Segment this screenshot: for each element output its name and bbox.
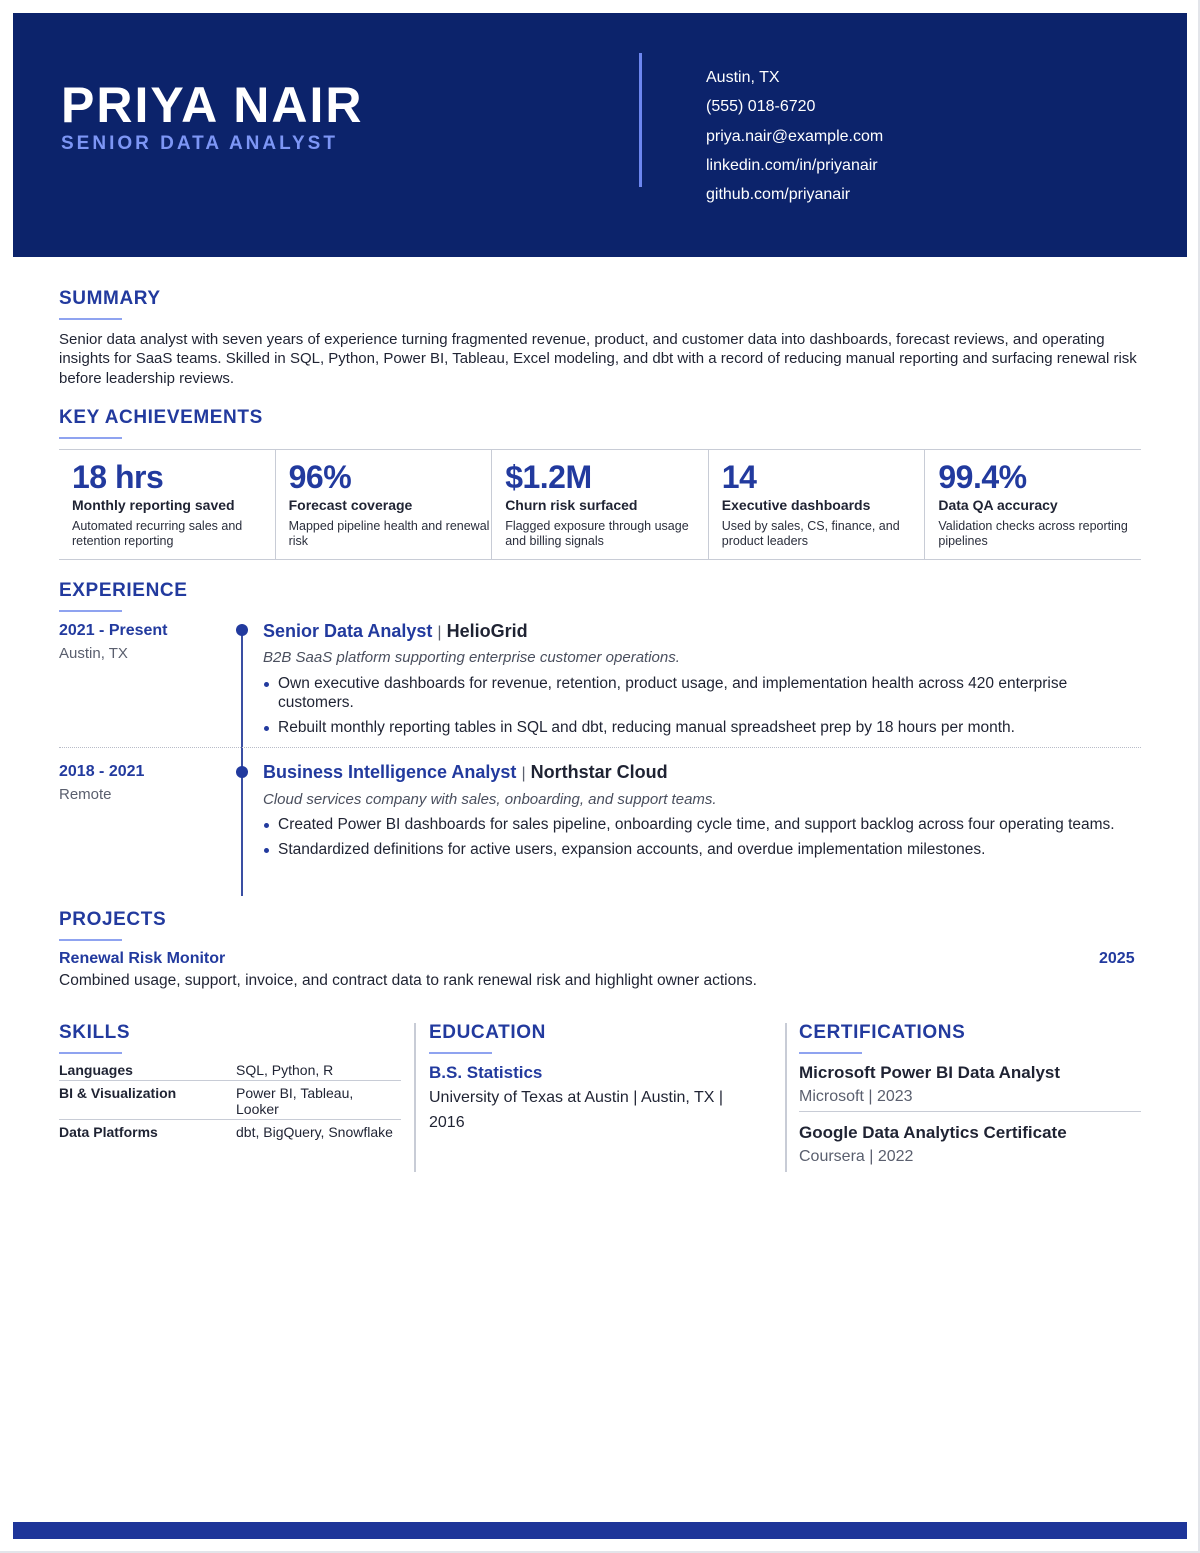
achievement-card	[491, 450, 708, 559]
candidate-title: SENIOR DATA ANALYST	[61, 133, 338, 154]
skill-row	[59, 1062, 401, 1081]
certification-item	[799, 1063, 1141, 1106]
certification-meta: Coursera | 2022	[799, 1148, 914, 1165]
achievement-card	[59, 450, 275, 559]
achievement-label: Data QA accuracy	[938, 497, 1058, 513]
job-location: Austin, TX	[59, 645, 128, 662]
contact-linkedin[interactable]: linkedin.com/in/priyanair	[706, 156, 878, 174]
achievement-desc: Validation checks across reporting pipelines	[938, 519, 1128, 548]
achievements-row	[59, 449, 1141, 560]
certification-name: Google Data Analytics Certificate	[799, 1123, 1067, 1142]
job-company: Northstar Cloud	[530, 762, 668, 782]
candidate-name: PRIYA NAIR	[61, 77, 364, 133]
job-description: B2B SaaS platform supporting enterprise customer operations.	[263, 649, 680, 666]
skills-table	[59, 1062, 401, 1146]
job-heading	[263, 762, 668, 783]
achievement-value: 99.4%	[938, 459, 1027, 495]
header-divider	[639, 53, 642, 187]
job-bullets	[263, 674, 1143, 743]
section-title-summary: SUMMARY	[59, 288, 161, 309]
certification-divider	[799, 1111, 1141, 1112]
achievement-desc: Mapped pipeline health and renewal risk	[288, 519, 490, 548]
certification-item	[799, 1123, 1141, 1166]
timeline-line	[241, 628, 243, 896]
project-description: Combined usage, support, invoice, and contract data to rank renewal risk and highlight owner actions.	[59, 972, 757, 989]
column-divider	[785, 1023, 787, 1172]
achievement-card	[924, 450, 1141, 559]
footer-bar	[13, 1522, 1187, 1539]
timeline-dot	[236, 624, 248, 636]
certification-meta: Microsoft | 2023	[799, 1088, 913, 1105]
contact-github[interactable]: github.com/priyanair	[706, 186, 851, 204]
achievement-label: Forecast coverage	[288, 497, 413, 513]
section-title-achievements: KEY ACHIEVEMENTS	[59, 407, 263, 428]
job-divider	[59, 747, 1141, 748]
certification-name: Microsoft Power BI Data Analyst	[799, 1063, 1061, 1082]
summary-text: Senior data analyst with seven years of experience turning fragmented revenue, product, and customer data into dashboards, forecast reviews, and operating insights for SaaS teams. Skilled in SQL, Python, Power BI, Tableau, Excel modeling, and dbt with a record of reducing manual reporting and surfacing renewal risk before leadership reviews.	[59, 331, 1137, 387]
achievement-desc: Automated recurring sales and retention reporting	[72, 519, 243, 548]
skill-row	[59, 1124, 401, 1142]
skill-value: SQL, Python, R	[236, 1062, 334, 1078]
achievement-value: 14	[721, 459, 757, 495]
achievement-value: $1.2M	[505, 459, 592, 495]
job-company: HelioGrid	[446, 621, 528, 641]
column-divider	[414, 1023, 416, 1172]
project-year: 2025	[1099, 950, 1135, 967]
achievement-label: Churn risk surfaced	[505, 497, 638, 513]
contact-block	[706, 63, 883, 209]
achievement-card	[708, 450, 925, 559]
job-separator: |	[437, 624, 442, 641]
job-bullet: Standardized definitions for active users, expansion accounts, and overdue implementation milestones.	[263, 840, 1143, 859]
job-role: Business Intelligence Analyst	[263, 762, 517, 782]
section-title-experience: EXPERIENCE	[59, 580, 188, 601]
job-dates: 2018 - 2021	[59, 763, 145, 780]
job-dates: 2021 - Present	[59, 622, 168, 639]
skill-category: Data Platforms	[59, 1124, 158, 1140]
header-banner	[13, 13, 1187, 257]
project-name: Renewal Risk Monitor	[59, 950, 226, 967]
job-description: Cloud services company with sales, onboarding, and support teams.	[263, 791, 717, 808]
job-bullet: Rebuilt monthly reporting tables in SQL and dbt, reducing manual spreadsheet prep by 18 hours per month.	[263, 718, 1143, 737]
achievement-value: 96%	[288, 459, 352, 495]
job-bullet: Created Power BI dashboards for sales pipeline, onboarding cycle time, and support backlog across four operating teams.	[263, 815, 1143, 834]
skill-value: dbt, BigQuery, Snowflake	[236, 1124, 393, 1140]
job-separator: |	[521, 765, 526, 782]
achievement-value: 18 hrs	[72, 459, 164, 495]
job-location: Remote	[59, 786, 112, 803]
education-school: University of Texas at Austin | Austin, TX | 2016	[429, 1089, 724, 1131]
achievement-label: Monthly reporting saved	[72, 497, 235, 513]
section-title-education: EDUCATION	[429, 1022, 546, 1043]
contact-location: Austin, TX	[706, 69, 780, 86]
job-bullets	[263, 815, 1143, 865]
job-role: Senior Data Analyst	[263, 621, 433, 641]
job-bullet: Own executive dashboards for revenue, retention, product usage, and implementation health across 420 enterprise customers.	[263, 674, 1143, 712]
timeline-dot	[236, 766, 248, 778]
section-title-skills: SKILLS	[59, 1022, 131, 1043]
contact-phone: (555) 018-6720	[706, 98, 816, 116]
skill-row	[59, 1085, 401, 1120]
education-degree: B.S. Statistics	[429, 1063, 543, 1082]
section-title-projects: PROJECTS	[59, 909, 167, 930]
achievement-label: Executive dashboards	[721, 497, 871, 513]
achievement-desc: Flagged exposure through usage and billing signals	[505, 519, 689, 548]
skill-category: BI & Visualization	[59, 1085, 177, 1101]
job-heading	[263, 621, 528, 642]
skill-value: Power BI, Tableau, Looker	[236, 1085, 354, 1117]
skill-category: Languages	[59, 1062, 133, 1078]
section-title-certifications: CERTIFICATIONS	[799, 1022, 966, 1043]
contact-email[interactable]: priya.nair@example.com	[706, 127, 884, 145]
achievement-desc: Used by sales, CS, finance, and product leaders	[721, 519, 900, 548]
achievement-card	[275, 450, 492, 559]
